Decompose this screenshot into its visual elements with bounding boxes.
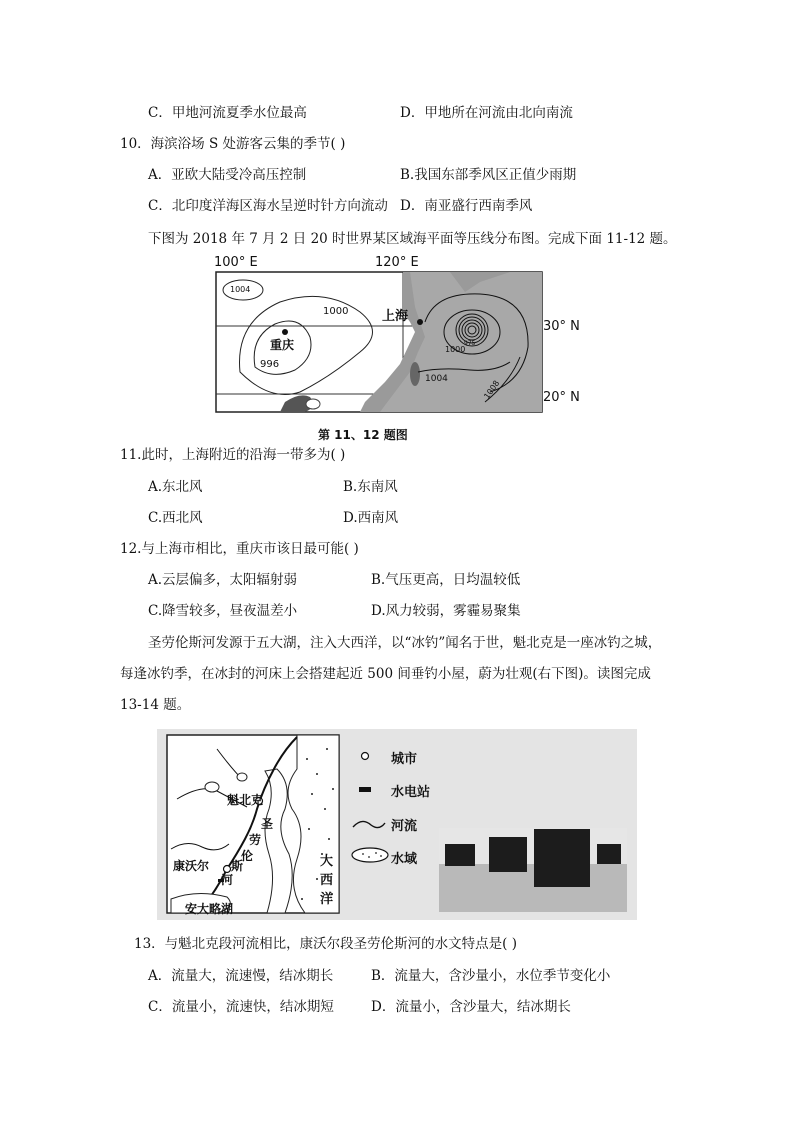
q12-stem: 12.与上海市相比，重庆市该日最可能( ) bbox=[120, 541, 359, 557]
q9-option-c: C．甲地河流夏季水位最高 bbox=[148, 105, 307, 121]
q12-option-a: A.云层偏多，太阳辐射弱 bbox=[148, 572, 298, 588]
q10-option-a: A．亚欧大陆受冷高压控制 bbox=[148, 167, 307, 183]
atlantic-char-1: 大 bbox=[320, 854, 334, 869]
intro-13-14-line3: 13-14 题。 bbox=[120, 697, 191, 713]
label-shanghai: 上海 bbox=[382, 309, 409, 324]
legend-water-icon bbox=[352, 848, 388, 862]
legend-water-label: 水域 bbox=[391, 852, 418, 867]
lake-small-1 bbox=[205, 782, 219, 792]
atlantic-char-2: 西 bbox=[320, 873, 334, 888]
isobar-label-996: 996 bbox=[260, 359, 280, 370]
q11-option-c: C.西北风 bbox=[148, 510, 203, 526]
map1-caption: 第 11、12 题图 bbox=[318, 428, 408, 442]
isobar-label-1008: 1008 bbox=[482, 378, 502, 401]
isobar-label-1004-east: 1004 bbox=[425, 374, 448, 384]
legend-hydro-icon bbox=[359, 787, 371, 792]
atlantic-char-3: 洋 bbox=[320, 892, 334, 907]
intro-13-14-line2: 每逢冰钓季，在冰封的河床上会搭建起近 500 间垂钓小屋，蔚为壮观(右下图)。读图完成 bbox=[120, 666, 651, 682]
isobar-map bbox=[210, 252, 595, 442]
isobar-label-1000-east: 1000 bbox=[445, 345, 466, 354]
q13-option-d: D．流量小，含沙量大，结冰期长 bbox=[371, 999, 571, 1015]
taiwan-island bbox=[410, 362, 420, 386]
q9-option-d: D．甲地所在河流由北向南流 bbox=[400, 105, 573, 121]
hainan-island bbox=[306, 399, 320, 409]
label-chongqing: 重庆 bbox=[270, 338, 295, 352]
lat-20n-label: 20° N bbox=[543, 390, 580, 405]
legend-river-label: 河流 bbox=[391, 819, 418, 834]
lat-30n-label: 30° N bbox=[543, 319, 580, 334]
q13-option-c: C．流量小，流速快，结冰期短 bbox=[148, 999, 334, 1015]
legend-hydro-label: 水电站 bbox=[391, 785, 431, 800]
q10-option-c: C．北印度洋海区海水呈逆时针方向流动 bbox=[148, 198, 388, 214]
isobar-label-1004-nw: 1004 bbox=[230, 285, 251, 294]
q11-option-d: D.西南风 bbox=[343, 510, 399, 526]
chongqing-city-dot bbox=[282, 329, 288, 335]
q10-stem: 10．海滨浴场 S 处游客云集的季节( ) bbox=[120, 136, 346, 152]
legend-city-label: 城市 bbox=[391, 752, 418, 767]
lake-small-2 bbox=[237, 773, 247, 781]
intro-13-14-line1: 圣劳伦斯河发源于五大湖，注入大西洋，以“冰钓”闻名于世，魁北克是一座冰钓之城， bbox=[148, 635, 662, 651]
lon-120e-label: 120° E bbox=[375, 255, 419, 270]
q11-stem: 11.此时，上海附近的沿海一带多为( ) bbox=[120, 447, 346, 463]
q13-option-a: A．流量大，流速慢，结冰期长 bbox=[148, 968, 334, 984]
isobar-label-center: 975 bbox=[464, 340, 476, 347]
label-cornwall: 康沃尔 bbox=[173, 859, 210, 873]
label-lake-ontario: 安大略湖 bbox=[185, 902, 234, 916]
river-name-char-3: 伦 bbox=[241, 849, 254, 863]
legend-river-icon bbox=[353, 821, 385, 827]
label-quebec: 魁北克 bbox=[227, 793, 264, 807]
isobar-map-svg bbox=[210, 252, 595, 442]
q12-option-b: B.气压更高，日均温较低 bbox=[371, 572, 521, 588]
q10-option-b: B.我国东部季风区正值少雨期 bbox=[400, 167, 577, 183]
q11-option-b: B.东南风 bbox=[343, 479, 398, 495]
isobar-label-1000: 1000 bbox=[323, 306, 349, 317]
legend-city-icon bbox=[362, 753, 369, 760]
q13-stem: 13．与魁北克段河流相比，康沃尔段圣劳伦斯河的水文特点是( ) bbox=[134, 936, 518, 952]
q10-option-d: D．南亚盛行西南季风 bbox=[400, 198, 533, 214]
st-lawrence-figure bbox=[157, 729, 637, 920]
q12-option-d: D.风力较弱，雾霾易聚集 bbox=[371, 603, 521, 619]
q11-option-a: A.东北风 bbox=[148, 479, 203, 495]
q12-option-c: C.降雪较多，昼夜温差小 bbox=[148, 603, 298, 619]
river-name-char-2: 劳 bbox=[249, 833, 262, 847]
river-name-char-1: 圣 bbox=[261, 817, 274, 831]
shanghai-city-dot bbox=[417, 319, 423, 325]
river-name-char-4: 斯 bbox=[231, 859, 244, 873]
photo-ice bbox=[439, 864, 627, 912]
q13-option-b: B．流量大，含沙量小，水位季节变化小 bbox=[371, 968, 611, 984]
river-name-char-5: 河 bbox=[221, 873, 234, 887]
intro-11-12: 下图为 2018 年 7 月 2 日 20 时世界某区域海平面等压线分布图。完成下面 11-12 题。 bbox=[148, 231, 677, 247]
lon-100e-label: 100° E bbox=[214, 255, 258, 270]
